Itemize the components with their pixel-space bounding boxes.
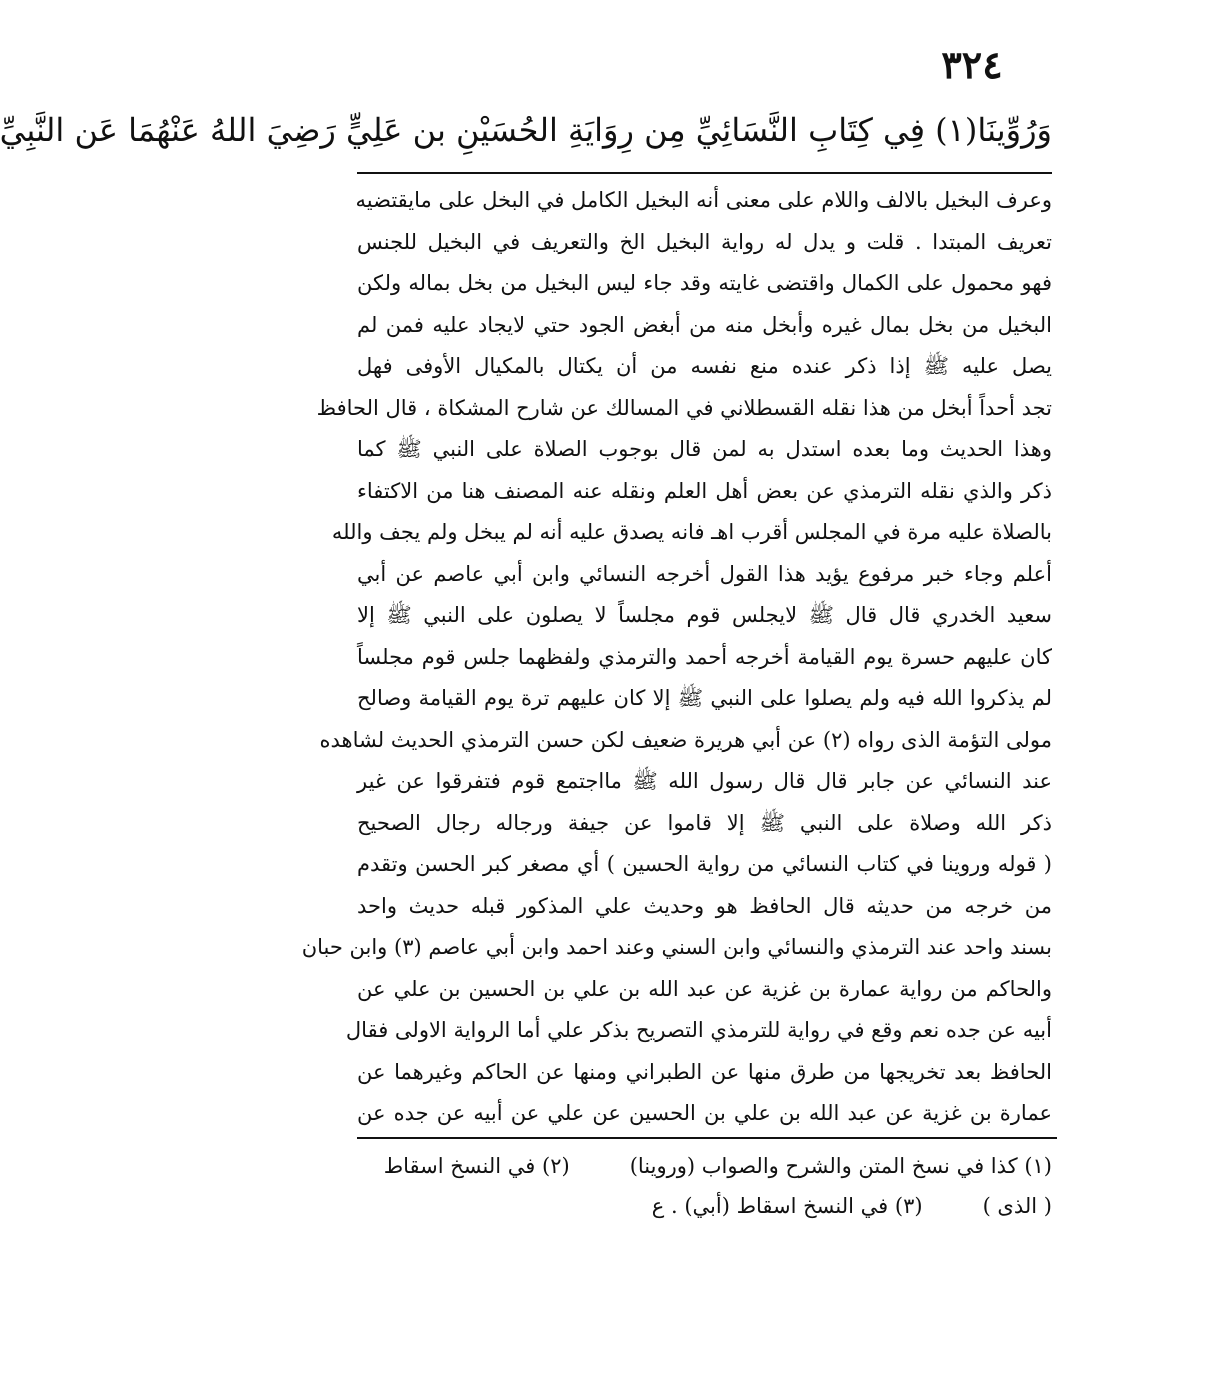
page-number: ٣٢٤ bbox=[941, 42, 1003, 87]
footnote-3: (٣) في النسخ اسقاط (أبي) . ع bbox=[651, 1194, 923, 1218]
commentary-line: سعيد الخدري قال قال ﷺ لايجلس قوم مجلساً لا يصلون على النبي ﷺ إلا bbox=[357, 603, 1052, 627]
commentary-line: البخيل من بخل بمال غيره وأبخل منه من أبغض الجود حتي لايجاد عليه فمن لم bbox=[357, 312, 1052, 337]
commentary-line: يصل عليه ﷺ إذا ذكر عنده منع نفسه من أن يكتال بالمكيال الأوفى فهل bbox=[357, 354, 1052, 378]
commentary-line: ( قوله وروينا في كتاب النسائي من رواية الحسين ) أي مصغر كبر الحسن وتقدم bbox=[357, 852, 1052, 876]
commentary-line: أبيه عن جده نعم وقع في رواية للترمذي التصريح بذكر علي أما الرواية الاولى فقال bbox=[345, 1018, 1052, 1042]
commentary-line: من خرجه من حديثه قال الحافظ هو وحديث علي المذكور قبله حديث واحد bbox=[357, 893, 1052, 918]
footnote-2: (٢) في النسخ اسقاط bbox=[383, 1154, 570, 1178]
footnote-1: (١) كذا في نسخ المتن والشرح والصواب (وروينا) bbox=[629, 1154, 1052, 1178]
commentary-line: بالصلاة عليه مرة في المجلس أقرب اهـ فانه يصدق عليه أنه لم يبخل ولم يجف والله bbox=[331, 520, 1052, 544]
footnote-line bbox=[372, 1186, 1052, 1226]
commentary-line: ذكر والذي نقله الترمذي عن بعض أهل العلم ونقله عنه المصنف هنا من الاكتفاء bbox=[357, 478, 1052, 503]
commentary-line: تجد أحداً أبخل من هذا نقله القسطلاني في المسالك عن شارح المشكاة ، قال الحافظ bbox=[316, 395, 1052, 420]
commentary-line: فهو محمول على الكمال واقتضى غايته وقد جاء ليس البخيل من بخل بماله ولكن bbox=[357, 271, 1052, 295]
commentary-line: مولى التؤمة الذى رواه (٢) عن أبي هريرة ضعيف لكن حسن الترمذي الحديث لشاهده bbox=[319, 727, 1052, 752]
commentary-line: وهذا الحديث وما بعده استدل به لمن قال بوجوب الصلاة على النبي ﷺ كما bbox=[357, 437, 1052, 461]
commentary-line: عند النسائي عن جابر قال قال رسول الله ﷺ مااجتمع قوم فتفرقوا عن غير bbox=[357, 769, 1052, 793]
footnote-line bbox=[372, 1146, 1052, 1186]
commentary-line: كان عليهم حسرة يوم القيامة أخرجه أحمد والترمذي ولفظهما جلس قوم مجلساً bbox=[357, 644, 1052, 669]
matn-heading-line: وَرُوِّينَا(١) فِي كِتَابِ النَّسَائِيِّ مِن رِوَايَةِ الحُسَيْنِ بن عَلِيٍّ رَضِيَ اللهُ عَنْهُمَا عَن النَّبِيِّ bbox=[0, 111, 1052, 149]
commentary-body bbox=[301, 180, 1052, 1135]
top-divider bbox=[357, 172, 1052, 174]
commentary-line: الحافظ بعد تخريجها من طرق منها عن الطبراني ومنها عن الحاكم وغيرهما عن bbox=[357, 1059, 1052, 1084]
commentary-line: أعلم وجاء خبر مرفوع يؤيد هذا القول أخرجه النسائي وابن أبي عاصم عن أبي bbox=[357, 561, 1052, 586]
commentary-line: عمارة بن غزية عن عبد الله بن علي بن الحسين عن علي عن أبيه عن جده عن bbox=[357, 1101, 1052, 1125]
commentary-line: والحاكم من رواية عمارة بن غزية عن عبد الله بن علي بن الحسين بن علي عن bbox=[357, 976, 1052, 1001]
commentary-line: لم يذكروا الله فيه ولم يصلوا على النبي ﷺ إلا كان عليهم ترة يوم القيامة وصالح bbox=[357, 686, 1052, 710]
commentary-line: ذكر الله وصلاة على النبي ﷺ إلا قاموا عن جيفة ورجاله رجال الصحيح bbox=[357, 810, 1052, 835]
commentary-line: وعرف البخيل بالالف واللام على معنى أنه البخيل الكامل في البخل على مايقتضيه bbox=[355, 188, 1052, 212]
footnotes bbox=[372, 1146, 1052, 1226]
footnote-2-continued: ( الذى ) bbox=[982, 1194, 1052, 1218]
footnote-divider bbox=[357, 1137, 1057, 1139]
commentary-line: بسند واحد عند الترمذي والنسائي وابن السني وعند احمد وابن أبي عاصم (٣) وابن حبان bbox=[301, 935, 1052, 959]
commentary-line: تعريف المبتدا . قلت و يدل له رواية البخيل الخ والتعريف في البخيل للجنس bbox=[357, 229, 1052, 254]
